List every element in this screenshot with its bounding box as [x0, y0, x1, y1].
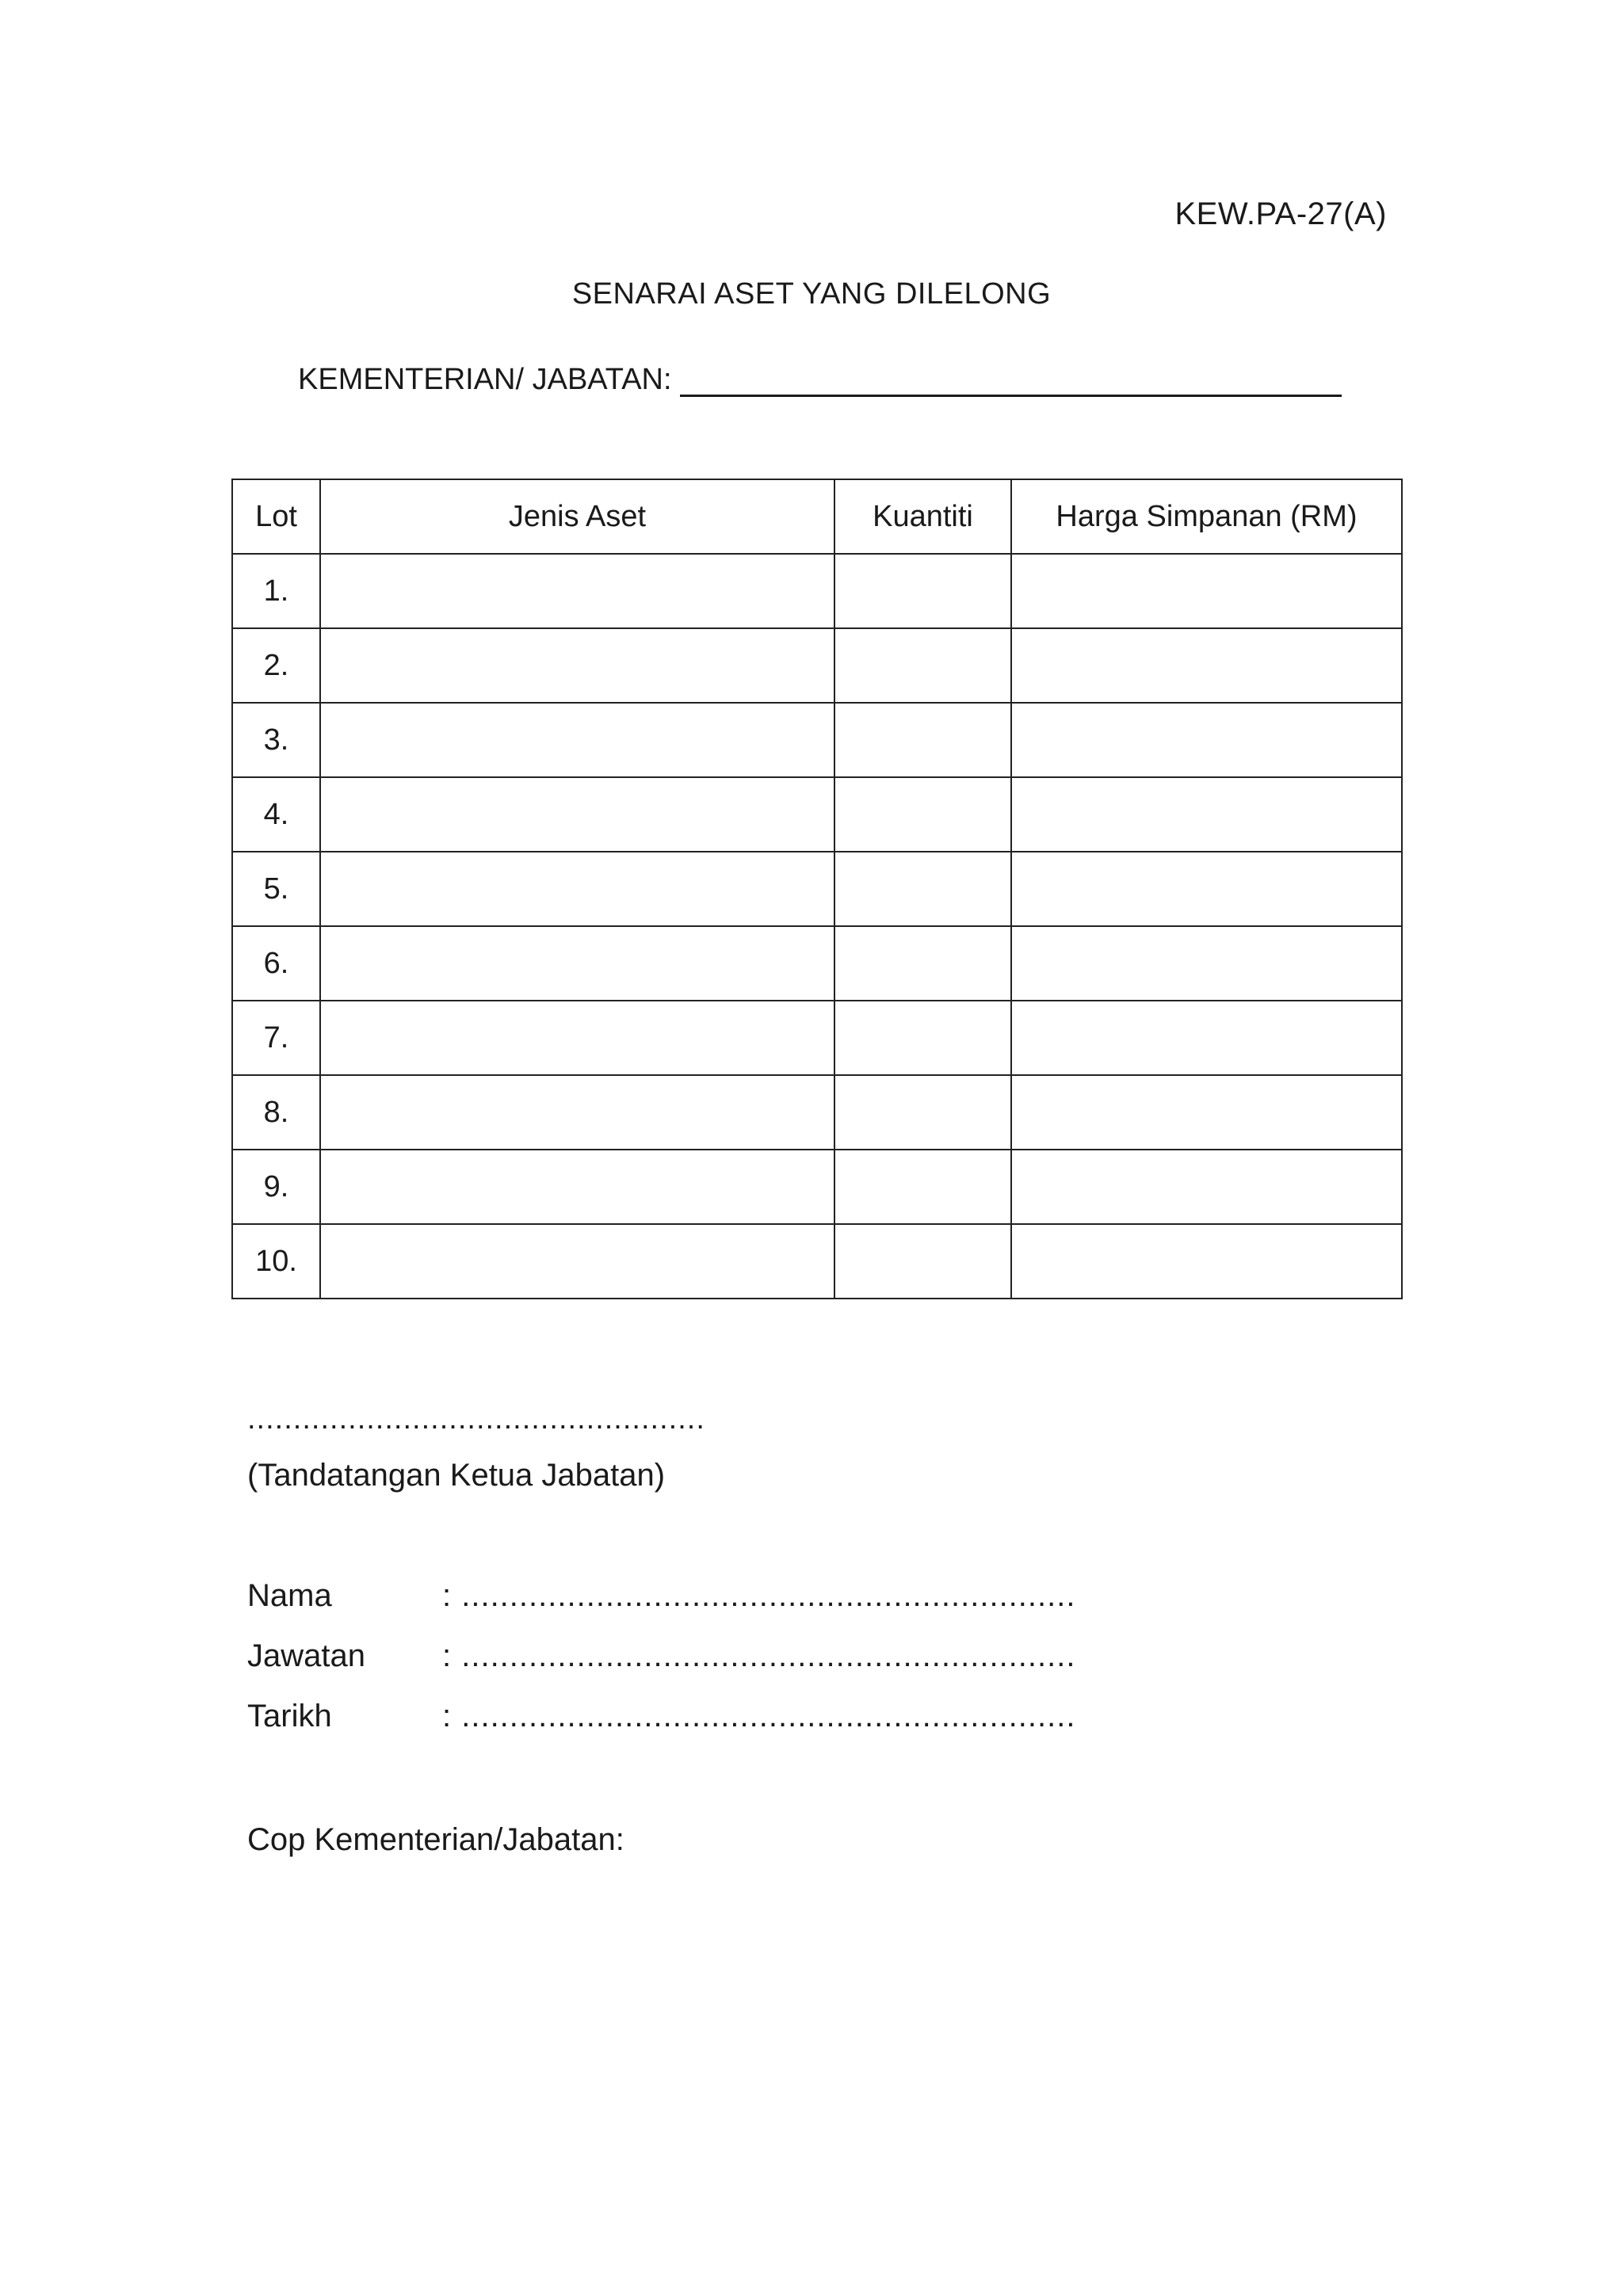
harga-cell[interactable]	[1011, 777, 1402, 852]
table-row	[232, 554, 1402, 628]
harga-cell[interactable]	[1011, 703, 1402, 777]
kuantiti-cell[interactable]	[834, 1224, 1011, 1299]
form-code: KEW.PA-27(A)	[1174, 196, 1387, 231]
jenis-aset-cell[interactable]	[320, 852, 834, 926]
field-input-jawatan[interactable]: : ................................................................	[442, 1638, 1076, 1673]
column-header-jenis-aset: Jenis Aset	[320, 479, 834, 554]
kuantiti-cell[interactable]	[834, 1075, 1011, 1150]
asset-table	[231, 479, 1403, 1299]
lot-number: 2.	[232, 628, 320, 703]
table-row	[232, 1075, 1402, 1150]
stamp-label: Cop Kementerian/Jabatan:	[247, 1822, 624, 1857]
table-row	[232, 926, 1402, 1001]
kuantiti-cell[interactable]	[834, 1001, 1011, 1075]
kuantiti-cell[interactable]	[834, 926, 1011, 1001]
document-title: SENARAI ASET YANG DILELONG	[571, 277, 1052, 311]
jenis-aset-cell[interactable]	[320, 926, 834, 1001]
kuantiti-cell[interactable]	[834, 703, 1011, 777]
field-input-tarikh[interactable]: : ................................................................	[442, 1699, 1076, 1733]
field-tarikh	[247, 1699, 1075, 1734]
column-header-kuantiti: Kuantiti	[834, 479, 1011, 554]
harga-cell[interactable]	[1011, 628, 1402, 703]
signature-line[interactable]: ..................................................	[247, 1402, 705, 1436]
table-row	[232, 628, 1402, 703]
harga-cell[interactable]	[1011, 1224, 1402, 1299]
lot-number: 6.	[232, 926, 320, 1001]
field-label-tarikh: Tarikh	[247, 1699, 332, 1733]
lot-number: 10.	[232, 1224, 320, 1299]
table-row	[232, 1224, 1402, 1299]
lot-number: 4.	[232, 777, 320, 852]
ministry-label: KEMENTERIAN/ JABATAN:	[298, 363, 672, 396]
lot-number: 1.	[232, 554, 320, 628]
jenis-aset-cell[interactable]	[320, 1224, 834, 1299]
harga-cell[interactable]	[1011, 1075, 1402, 1150]
table-row	[232, 777, 1402, 852]
field-input-nama[interactable]: : ................................................................	[442, 1578, 1076, 1613]
lot-number: 9.	[232, 1150, 320, 1224]
field-nama	[247, 1578, 1075, 1614]
jenis-aset-cell[interactable]	[320, 1001, 834, 1075]
jenis-aset-cell[interactable]	[320, 777, 834, 852]
harga-cell[interactable]	[1011, 852, 1402, 926]
table-row	[232, 1150, 1402, 1224]
harga-cell[interactable]	[1011, 1150, 1402, 1224]
kuantiti-cell[interactable]	[834, 852, 1011, 926]
signature-caption: (Tandatangan Ketua Jabatan)	[247, 1458, 666, 1493]
table-header-row	[232, 479, 1402, 554]
lot-number: 3.	[232, 703, 320, 777]
field-jawatan	[247, 1638, 1075, 1674]
harga-cell[interactable]	[1011, 554, 1402, 628]
kuantiti-cell[interactable]	[834, 628, 1011, 703]
jenis-aset-cell[interactable]	[320, 1075, 834, 1150]
table-row	[232, 852, 1402, 926]
lot-number: 7.	[232, 1001, 320, 1075]
field-label-jawatan: Jawatan	[247, 1638, 365, 1673]
lot-number: 5.	[232, 852, 320, 926]
ministry-field	[298, 358, 1342, 397]
kuantiti-cell[interactable]	[834, 1150, 1011, 1224]
column-header-harga-simpanan: Harga Simpanan (RM)	[1011, 479, 1402, 554]
jenis-aset-cell[interactable]	[320, 1150, 834, 1224]
column-header-lot: Lot	[232, 479, 320, 554]
jenis-aset-cell[interactable]	[320, 554, 834, 628]
ministry-input-line[interactable]	[680, 358, 1342, 397]
kuantiti-cell[interactable]	[834, 554, 1011, 628]
kuantiti-cell[interactable]	[834, 777, 1011, 852]
harga-cell[interactable]	[1011, 926, 1402, 1001]
field-label-nama: Nama	[247, 1578, 332, 1613]
table-row	[232, 1001, 1402, 1075]
jenis-aset-cell[interactable]	[320, 628, 834, 703]
table-row	[232, 703, 1402, 777]
harga-cell[interactable]	[1011, 1001, 1402, 1075]
lot-number: 8.	[232, 1075, 320, 1150]
jenis-aset-cell[interactable]	[320, 703, 834, 777]
